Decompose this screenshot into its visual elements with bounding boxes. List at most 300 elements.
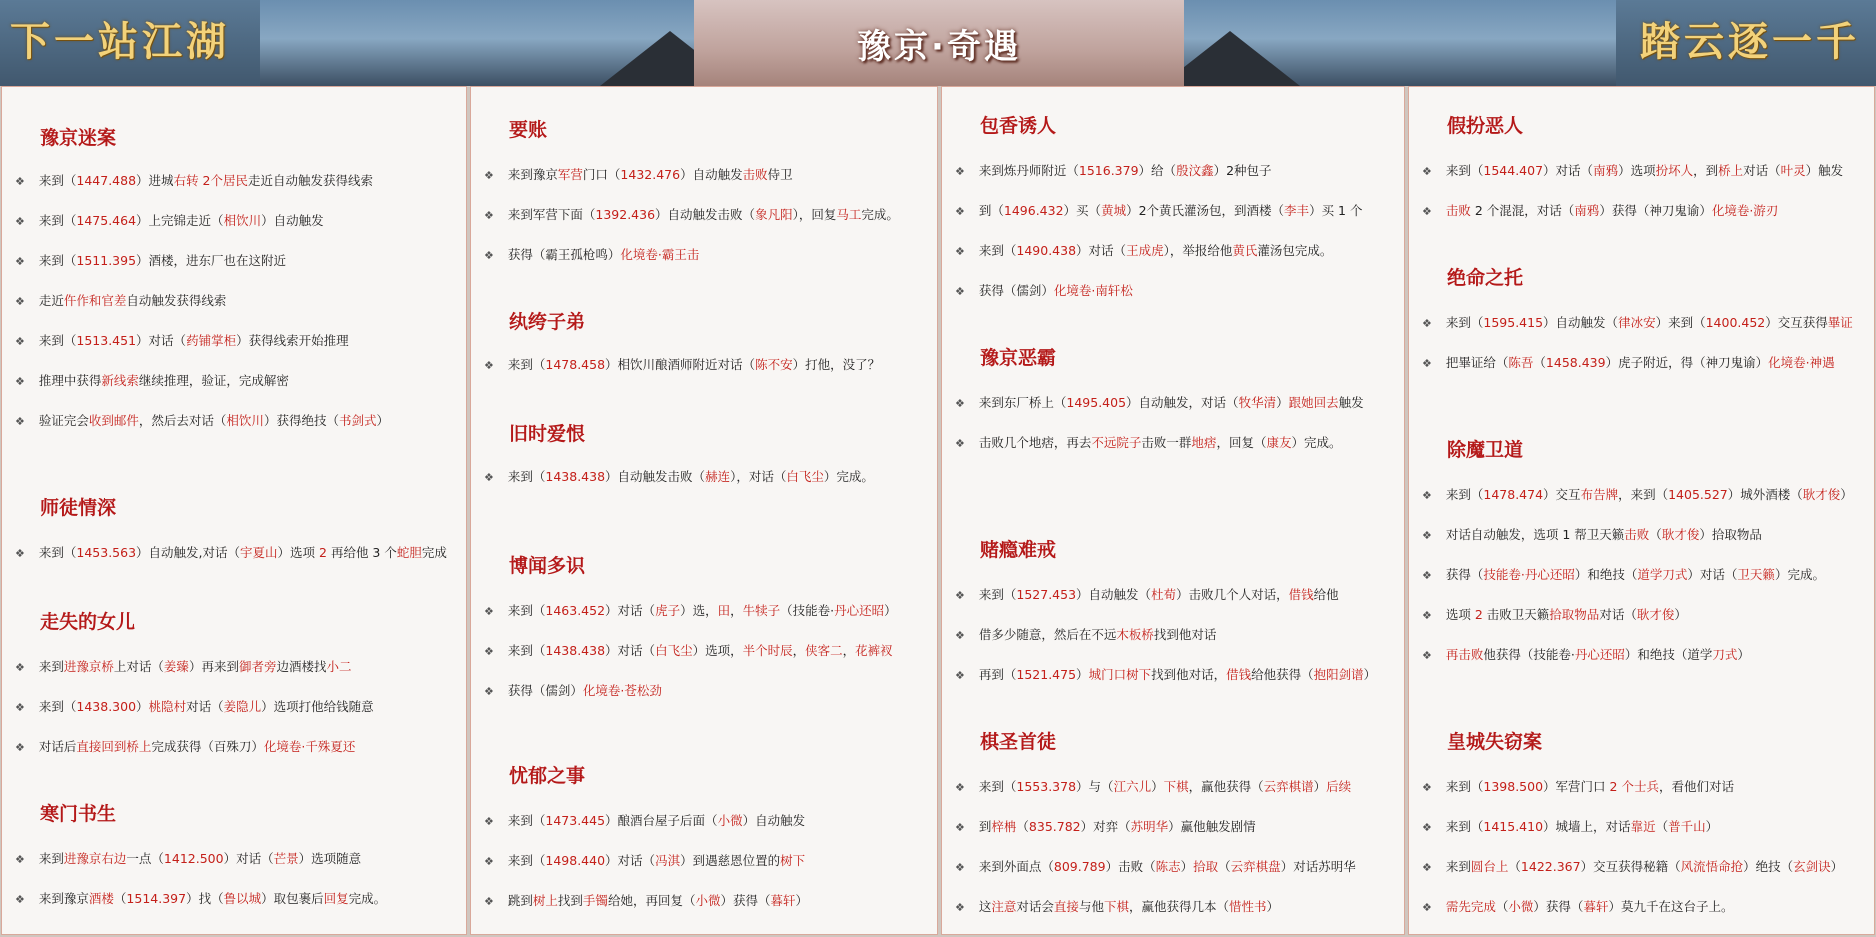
highlight-text: 新线索 xyxy=(101,373,139,388)
bullet-icon: ❖ xyxy=(955,165,965,178)
highlight-text: 1553.378 xyxy=(1016,779,1077,794)
step-text: 来到（ xyxy=(978,243,1017,258)
step-text: 找到他对话 xyxy=(1153,627,1217,642)
step-text: ， xyxy=(842,643,856,658)
step-text: 他获得（技能卷· xyxy=(1483,647,1575,662)
highlight-text: 陈不安 xyxy=(755,357,793,372)
highlight-text: 1511.395 xyxy=(76,253,137,268)
bullet-icon: ❖ xyxy=(955,669,965,682)
step-text: ）完成。 xyxy=(1774,567,1825,582)
step-text: ） xyxy=(795,893,809,908)
highlight-text: 陈志 xyxy=(1155,859,1181,874)
highlight-text: 靠近 xyxy=(1630,819,1656,834)
highlight-text: 再击败 xyxy=(1445,647,1484,662)
guide-step xyxy=(1422,353,1835,371)
highlight-text: 借钱 xyxy=(1226,667,1252,682)
highlight-text: 收到邮件 xyxy=(88,413,139,428)
bullet-icon: ❖ xyxy=(1422,861,1432,874)
step-text: ）取包裹后 xyxy=(261,891,324,906)
step-text: 完成。 xyxy=(861,207,899,222)
step-text: ）相饮川酿酒师附近对话（ xyxy=(605,357,756,372)
step-text: ）酒楼，进东厂也在这附近 xyxy=(136,253,287,268)
step-text: ）自动触发，对话（ xyxy=(1126,395,1239,410)
step-text: ）进城 xyxy=(136,173,174,188)
step-text: 自动触发获得线索 xyxy=(126,293,227,308)
step-text: ）和绝技（道学 xyxy=(1624,647,1713,662)
step-text: 给他 xyxy=(1313,587,1339,602)
highlight-text: 小二 xyxy=(326,659,352,674)
guide-step xyxy=(15,331,349,349)
step-text: 对话（ xyxy=(1743,163,1781,178)
step-text: 来到 xyxy=(38,851,64,866)
bullet-icon: ❖ xyxy=(15,175,25,188)
bullet-icon: ❖ xyxy=(1422,649,1432,662)
highlight-text: 芒景 xyxy=(273,851,299,866)
step-text: 来到（ xyxy=(1445,779,1484,794)
section-title: 皇城失窃案 xyxy=(1447,731,1543,753)
highlight-text: 军营 xyxy=(557,167,583,182)
guide-step xyxy=(484,355,880,373)
step-text: ）莫九千在这台子上。 xyxy=(1608,899,1734,914)
highlight-text: 拾取 xyxy=(1193,859,1219,874)
step-text: ） xyxy=(1313,779,1327,794)
guide-step xyxy=(1422,525,1762,543)
bullet-icon: ❖ xyxy=(1422,821,1432,834)
highlight-text: 小微 xyxy=(1508,899,1534,914)
step-text: ）击败几个人对话， xyxy=(1176,587,1289,602)
step-text: ）城外酒楼（ xyxy=(1727,487,1803,502)
step-text: ），举报给他 xyxy=(1163,243,1233,258)
bullet-icon: ❖ xyxy=(484,169,494,182)
highlight-text: 1513.451 xyxy=(76,333,137,348)
step-text: ）拾取物品 xyxy=(1699,527,1762,542)
highlight-text: 技能卷·丹心还昭 xyxy=(1483,567,1575,582)
game-logo-right: 踏云逐一千 xyxy=(1640,18,1860,65)
highlight-text: 丹心还昭 xyxy=(834,603,885,618)
highlight-text: 马工 xyxy=(836,207,862,222)
step-text: ， xyxy=(792,643,806,658)
guide-step xyxy=(15,657,352,675)
bullet-icon: ❖ xyxy=(1422,205,1432,218)
bullet-icon: ❖ xyxy=(484,605,494,618)
step-text: ）买（ xyxy=(1063,203,1102,218)
step-text: （ xyxy=(1495,899,1509,914)
highlight-text: 1398.500 xyxy=(1483,779,1544,794)
highlight-text: 冯淇 xyxy=(655,853,681,868)
highlight-text: 1432.476 xyxy=(620,167,681,182)
step-text: ）获得绝技（ xyxy=(263,413,339,428)
highlight-text: 1412.500 xyxy=(163,851,224,866)
step-text: 到 xyxy=(978,819,992,834)
step-text: 来到（ xyxy=(507,603,546,618)
step-text: 完成。 xyxy=(348,891,387,906)
step-text: ，赢他获得（ xyxy=(1188,779,1264,794)
highlight-text: 1527.453 xyxy=(1016,587,1077,602)
highlight-text: 击败 xyxy=(1445,203,1471,218)
guide-step xyxy=(955,281,1133,299)
section-title: 豫京迷案 xyxy=(40,127,117,149)
bullet-icon: ❖ xyxy=(484,895,494,908)
step-text: ） xyxy=(1266,899,1280,914)
highlight-text: 陈吾 xyxy=(1508,355,1534,370)
highlight-text: 小微 xyxy=(695,893,721,908)
step-text: 来到（ xyxy=(38,333,77,348)
guide-step xyxy=(15,211,324,229)
step-text: ） xyxy=(1737,647,1750,662)
highlight-text: 2 xyxy=(1474,607,1483,622)
step-text: 继续推理，验证，完成解密 xyxy=(138,373,289,388)
step-text: 来到 xyxy=(38,659,64,674)
step-text: ）到遇慈恩位置的 xyxy=(680,853,781,868)
guide-step xyxy=(15,889,386,907)
bullet-icon: ❖ xyxy=(15,661,25,674)
step-text: 获得（儒剑） xyxy=(978,283,1054,298)
step-text: ） xyxy=(884,603,897,618)
highlight-text: 1438.438 xyxy=(545,469,606,484)
step-text: ）买 1 个 xyxy=(1309,203,1363,218)
highlight-text: 2 xyxy=(319,545,327,560)
step-text: ）自动触发,对话（ xyxy=(136,545,241,560)
step-text: （ xyxy=(1655,819,1669,834)
step-text: 击败一群 xyxy=(1141,435,1192,450)
highlight-text: 进豫京桥 xyxy=(63,659,114,674)
step-text: （ xyxy=(1508,859,1521,874)
highlight-text: 苏明华 xyxy=(1130,819,1169,834)
guide-column-2 xyxy=(470,86,938,935)
guide-step xyxy=(15,371,289,389)
guide-step xyxy=(955,585,1339,603)
step-text: （ xyxy=(1649,527,1662,542)
step-text: 灌汤包完成。 xyxy=(1257,243,1333,258)
bullet-icon: ❖ xyxy=(1422,317,1432,330)
bullet-icon: ❖ xyxy=(484,471,494,484)
step-text: 上对话（ xyxy=(113,659,164,674)
section-title: 赌瘾难戒 xyxy=(980,539,1057,561)
step-text: 推理中获得 xyxy=(38,373,102,388)
highlight-text: 1544.407 xyxy=(1483,163,1544,178)
step-text: ）赢他触发剧情 xyxy=(1168,819,1256,834)
guide-step xyxy=(955,665,1376,683)
highlight-text: 注意 xyxy=(991,899,1017,914)
step-text: ）再来到 xyxy=(188,659,239,674)
highlight-text: 树下 xyxy=(780,853,806,868)
bullet-icon: ❖ xyxy=(484,855,494,868)
highlight-text: 风流悟命抢 xyxy=(1680,859,1744,874)
highlight-text: 835.782 xyxy=(1028,819,1081,834)
step-text: ），回复 xyxy=(792,207,837,222)
highlight-text: 1392.436 xyxy=(595,207,656,222)
highlight-text: 南鸦 xyxy=(1593,163,1619,178)
step-text: ）自动触发 xyxy=(261,213,324,228)
step-text: 完成 xyxy=(421,545,447,560)
step-text: 获得（ xyxy=(1445,567,1484,582)
guide-step xyxy=(484,641,893,659)
step-text: ）触发 xyxy=(1805,163,1844,178)
bullet-icon: ❖ xyxy=(955,397,965,410)
step-text: （技能卷· xyxy=(780,603,835,618)
section-title: 纨绔子弟 xyxy=(509,311,586,333)
guide-column-3 xyxy=(941,86,1405,935)
highlight-text: 殷汶鑫 xyxy=(1176,163,1214,178)
highlight-text: 进豫京右边 xyxy=(63,851,127,866)
highlight-text: 城门口树下 xyxy=(1088,667,1152,682)
step-text: 对话（ xyxy=(186,699,224,714)
step-text: ）对话（ xyxy=(1543,163,1594,178)
step-text: 来到东厂桥上（ xyxy=(978,395,1067,410)
highlight-text: 耿才俊 xyxy=(1636,607,1675,622)
step-text: 跳到 xyxy=(507,893,533,908)
step-text: 给她，再回复（ xyxy=(607,893,696,908)
step-text: 与他 xyxy=(1078,899,1104,914)
guide-step xyxy=(1422,565,1825,583)
bullet-icon: ❖ xyxy=(15,701,25,714)
bullet-icon: ❖ xyxy=(484,359,494,372)
step-text: ）击败（ xyxy=(1105,859,1156,874)
step-text: 来到（ xyxy=(507,853,546,868)
step-text: 来到炼丹师附近（ xyxy=(978,163,1079,178)
step-text: ， xyxy=(730,603,743,618)
step-text: 边酒楼找 xyxy=(276,659,327,674)
step-text: （ xyxy=(1016,819,1029,834)
bullet-icon: ❖ xyxy=(955,437,965,450)
step-text: ）完成。 xyxy=(823,469,874,484)
guide-step xyxy=(484,205,899,223)
step-text: ） xyxy=(1840,487,1853,502)
section-title: 旧时爱恨 xyxy=(509,423,586,445)
highlight-text: 虎子 xyxy=(655,603,681,618)
bullet-icon: ❖ xyxy=(15,547,25,560)
step-text: 来到军营下面（ xyxy=(507,207,596,222)
step-text: 来到 xyxy=(1445,859,1471,874)
highlight-text: 赫连 xyxy=(705,469,731,484)
step-text: ）虎子附近，得（神刀鬼谕） xyxy=(1605,355,1769,370)
step-text: 来到（ xyxy=(1445,819,1484,834)
highlight-text: 姜臻 xyxy=(163,659,189,674)
highlight-text: 抱阳剑谱 xyxy=(1313,667,1364,682)
step-text: ）城墙上，对话 xyxy=(1543,819,1631,834)
step-text: ）选项打他给钱随意 xyxy=(261,699,374,714)
guide-step xyxy=(484,245,699,263)
highlight-text: 2 个士兵 xyxy=(1609,779,1659,794)
step-text: ，到 xyxy=(1693,163,1719,178)
step-text: 找到 xyxy=(557,893,583,908)
step-text: （ xyxy=(113,891,127,906)
bullet-icon: ❖ xyxy=(484,645,494,658)
step-text: （ xyxy=(1533,355,1546,370)
guide-step xyxy=(484,851,805,869)
highlight-text: 1415.410 xyxy=(1483,819,1544,834)
bullet-icon: ❖ xyxy=(1422,609,1432,622)
step-text: 来到（ xyxy=(38,253,77,268)
highlight-text: 王成虎 xyxy=(1126,243,1164,258)
highlight-text: 刀式 xyxy=(1712,647,1738,662)
game-logo-left: 下一站江湖 xyxy=(10,18,230,65)
step-text: （ xyxy=(1218,859,1231,874)
highlight-text: 直接 xyxy=(1053,899,1079,914)
highlight-text: 1496.432 xyxy=(1003,203,1064,218)
highlight-text: 手镯 xyxy=(582,893,608,908)
highlight-text: 田 xyxy=(717,603,731,618)
section-title: 寒门书生 xyxy=(40,803,117,825)
step-text: ）打他，没了？ xyxy=(792,357,881,372)
guide-step xyxy=(1422,313,1853,331)
step-text: 来到（ xyxy=(38,699,77,714)
guide-step xyxy=(15,737,355,755)
step-text: 走近自动触发获得线索 xyxy=(248,173,374,188)
highlight-text: 普千山 xyxy=(1668,819,1706,834)
guide-step xyxy=(1422,857,1843,875)
section-title: 绝命之托 xyxy=(1447,267,1524,289)
highlight-text: 借钱 xyxy=(1288,587,1314,602)
step-text: ）交互 xyxy=(1543,487,1581,502)
bullet-icon: ❖ xyxy=(15,295,25,308)
highlight-text: 1475.464 xyxy=(76,213,137,228)
highlight-text: 1400.452 xyxy=(1705,315,1766,330)
highlight-text: 律冰安 xyxy=(1618,315,1656,330)
bullet-icon: ❖ xyxy=(1422,569,1432,582)
highlight-text: 1473.445 xyxy=(545,813,606,828)
step-text: ）上完锦走近（ xyxy=(136,213,224,228)
step-text: ）对话苏明华 xyxy=(1280,859,1356,874)
highlight-text: 1458.439 xyxy=(1545,355,1606,370)
step-text: ） xyxy=(1076,667,1089,682)
bullet-icon: ❖ xyxy=(955,205,965,218)
guide-step xyxy=(955,201,1362,219)
guide-step xyxy=(15,171,373,189)
highlight-text: 下棋 xyxy=(1163,779,1189,794)
section-title: 师徒情深 xyxy=(40,497,117,519)
bullet-icon: ❖ xyxy=(955,285,965,298)
section-title: 豫京恶霸 xyxy=(980,347,1057,369)
step-text: 2 个混混，对话（ xyxy=(1470,203,1575,218)
step-text: ）自动触发（ xyxy=(1543,315,1619,330)
step-text: 来到（ xyxy=(978,779,1017,794)
highlight-text: 南鸦 xyxy=(1574,203,1600,218)
step-text: 来到（ xyxy=(507,469,546,484)
guide-step xyxy=(484,467,874,485)
bullet-icon: ❖ xyxy=(1422,165,1432,178)
step-text: ）2种包子 xyxy=(1213,163,1272,178)
step-text: 来到（ xyxy=(507,357,546,372)
step-text: ）对话（ xyxy=(605,603,656,618)
highlight-text: 宇夏山 xyxy=(240,545,278,560)
guide-step xyxy=(955,777,1351,795)
highlight-text: 化境卷·南轩松 xyxy=(1053,283,1133,298)
highlight-text: 梓柟 xyxy=(991,819,1017,834)
step-text: 走近 xyxy=(38,293,64,308)
step-text: ）选项 xyxy=(277,545,320,560)
highlight-text: 相饮川 xyxy=(226,413,264,428)
highlight-text: 1447.488 xyxy=(76,173,137,188)
step-text: 找到他对话， xyxy=(1151,667,1227,682)
bullet-icon: ❖ xyxy=(15,415,25,428)
step-text: ）军营门口 xyxy=(1543,779,1610,794)
guide-step xyxy=(484,811,805,829)
guide-step xyxy=(955,241,1332,259)
highlight-text: 惜性书 xyxy=(1228,899,1267,914)
step-text: ，然后去对话（ xyxy=(138,413,227,428)
step-text: 来到（ xyxy=(1445,487,1484,502)
guide-step xyxy=(484,891,808,909)
bullet-icon: ❖ xyxy=(955,629,965,642)
step-text: ）选项 xyxy=(1618,163,1656,178)
bullet-icon: ❖ xyxy=(15,853,25,866)
highlight-text: 半个时辰 xyxy=(742,643,793,658)
step-text: ）交互获得 xyxy=(1765,315,1828,330)
step-text: ）酿酒台屋子后面（ xyxy=(605,813,718,828)
highlight-text: 药铺掌柜 xyxy=(186,333,237,348)
guide-step xyxy=(484,165,793,183)
highlight-text: 化境卷·神遇 xyxy=(1768,355,1835,370)
step-text: ）获得（ xyxy=(1533,899,1584,914)
guide-step xyxy=(15,411,389,429)
highlight-text: 丹心还昭 xyxy=(1574,647,1625,662)
highlight-text: 1438.438 xyxy=(545,643,606,658)
step-text: ）获得线索开始推理 xyxy=(236,333,349,348)
highlight-text: 云弈棋谱 xyxy=(1263,779,1314,794)
step-text: 来到（ xyxy=(1445,163,1484,178)
guide-step xyxy=(955,857,1356,875)
bullet-icon: ❖ xyxy=(955,821,965,834)
guide-columns xyxy=(0,86,1876,937)
highlight-text: 地痞 xyxy=(1191,435,1217,450)
step-text: ）选项随意 xyxy=(298,851,362,866)
highlight-text: 白飞尘 xyxy=(655,643,693,658)
highlight-text: 暮轩 xyxy=(770,893,796,908)
step-text: ） xyxy=(136,699,149,714)
highlight-text: 1463.452 xyxy=(545,603,606,618)
highlight-text: 化境卷·苍松劲 xyxy=(582,683,662,698)
highlight-text: 圆台上 xyxy=(1470,859,1509,874)
highlight-text: 化境卷·千殊夏还 xyxy=(263,739,356,754)
highlight-text: 蛇胆 xyxy=(396,545,422,560)
highlight-text: 化境卷·霸王击 xyxy=(620,247,700,262)
highlight-text: 1490.438 xyxy=(1016,243,1077,258)
step-text: 这 xyxy=(978,899,992,914)
section-title: 博闻多识 xyxy=(509,555,586,577)
bullet-icon: ❖ xyxy=(1422,357,1432,370)
step-text: 对话自动触发，选项 1 帮卫天籁 xyxy=(1445,527,1625,542)
step-text: ）给（ xyxy=(1138,163,1177,178)
step-text: ）对话（ xyxy=(605,853,656,868)
highlight-text: 耿才俊 xyxy=(1661,527,1700,542)
highlight-text: 白飞尘 xyxy=(786,469,824,484)
step-text: ） xyxy=(1151,779,1164,794)
highlight-text: 黄城 xyxy=(1101,203,1127,218)
highlight-text: 桥上 xyxy=(1718,163,1744,178)
highlight-text: 1438.300 xyxy=(76,699,137,714)
highlight-text: 下棋 xyxy=(1103,899,1129,914)
highlight-text: 小微 xyxy=(717,813,743,828)
section-title: 要账 xyxy=(509,119,548,141)
guide-step xyxy=(15,251,286,269)
highlight-text: 牛犊子 xyxy=(742,603,781,618)
step-text: 验证完会 xyxy=(38,413,89,428)
guide-step xyxy=(955,817,1256,835)
highlight-text: 1422.367 xyxy=(1520,859,1581,874)
guide-step xyxy=(955,433,1341,451)
step-text: 把畢证给（ xyxy=(1445,355,1509,370)
section-title: 走失的女儿 xyxy=(40,611,136,633)
bullet-icon: ❖ xyxy=(484,685,494,698)
highlight-text: 1516.379 xyxy=(1078,163,1139,178)
bullet-icon: ❖ xyxy=(955,901,965,914)
highlight-text: 牧华清 xyxy=(1238,395,1277,410)
step-text: 门口（ xyxy=(582,167,621,182)
highlight-text: 1478.458 xyxy=(545,357,606,372)
highlight-text: 御者旁 xyxy=(238,659,277,674)
step-text: ） xyxy=(1674,607,1687,622)
